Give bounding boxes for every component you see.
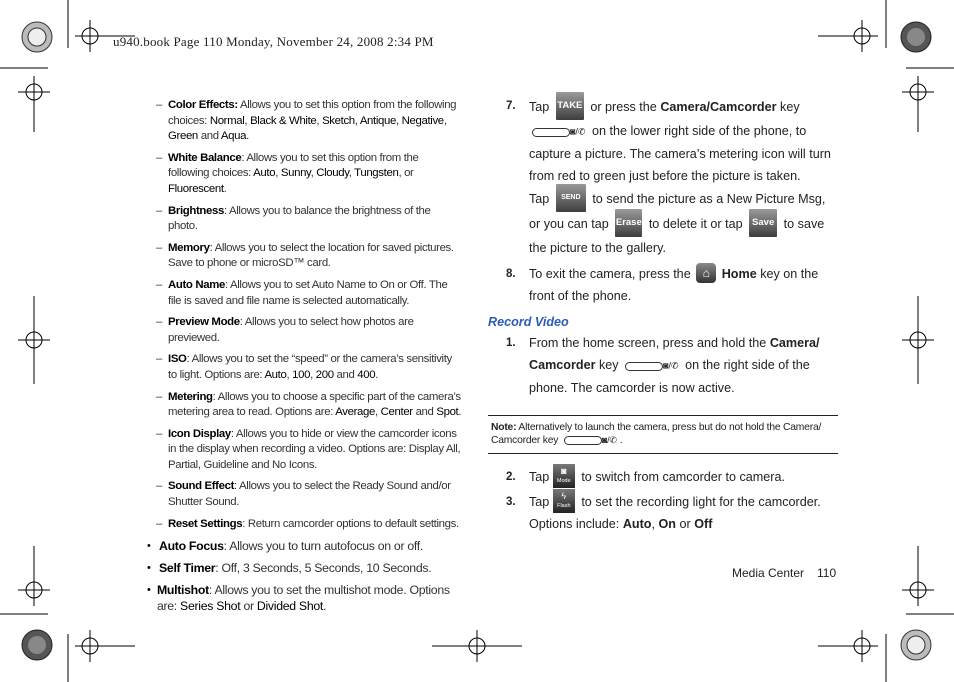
step-text: to set the recording light for the camcorder. [581, 495, 821, 510]
dash-marker: – [156, 390, 162, 403]
description-text: and [333, 368, 358, 381]
page-number: 110 [817, 566, 837, 580]
erase-button-icon: Erase [615, 209, 642, 237]
sub-list-item [156, 390, 462, 421]
flash-icon: ϟ Flash [553, 489, 575, 513]
camera-camcorder-key-icon: ◙/✆ [532, 120, 585, 143]
description-text: , [396, 114, 402, 127]
description-text: Allows you to set this option from the following choices: [168, 99, 457, 127]
home-icon: ⌂ [696, 263, 716, 283]
description-text: : Allows you to set the “speed” or the camera’s sensitivity to light. Options are: [168, 353, 452, 381]
option-value: Divided Shot [256, 599, 324, 614]
description-text: , [244, 114, 251, 127]
dash-marker: – [156, 241, 162, 254]
bullet-body [159, 538, 423, 554]
bullet-marker: • [147, 562, 151, 575]
description-text: : Off, 3 Seconds, 5 Seconds, 10 Seconds. [215, 561, 432, 576]
bullet-body [159, 560, 431, 576]
step-text: to delete it or tap [648, 216, 743, 231]
option-value: Spot [436, 406, 459, 419]
description-text: : Allows you to hide or view the camcorder icons in the display when recording a video. Options are: Display All, Partial, Guideline and No Icons. [168, 427, 461, 471]
description-text: , [275, 167, 281, 180]
sub-list-item [156, 427, 462, 474]
sub-list-item [156, 352, 462, 383]
option-term: Reset Settings [168, 517, 243, 530]
description-text: : Allows you to select how photos are previewed. [168, 316, 414, 344]
option-value: Black & White [250, 114, 317, 127]
sub-list-item [156, 278, 462, 309]
bullet-list-item [146, 538, 462, 554]
option-term: Auto Focus [159, 539, 224, 554]
bullet-list-item [146, 582, 462, 614]
camera-camcorder-key-icon: ◙/✆ [564, 434, 617, 447]
mode-icon: ◙ Mode [553, 464, 575, 488]
dash-marker: – [156, 427, 162, 440]
description-text: : Allows you to set this option from the following choices: [168, 151, 419, 180]
sub-list-item [156, 315, 462, 346]
step-number: 8. [506, 268, 516, 280]
bullet-marker: • [147, 540, 151, 553]
description-text: , [310, 368, 316, 381]
right-column [488, 95, 838, 535]
description-text: . [458, 406, 462, 419]
description-text: , [375, 406, 381, 419]
description-text: : Allows you to select the Ready Sound and/or Shutter Sound. [168, 480, 451, 509]
description-text: : Allows you to balance the brightness of the photo. [168, 204, 431, 233]
step-text: , [651, 517, 655, 532]
note-box [488, 415, 838, 454]
option-value: Off [694, 517, 713, 532]
option-term: ISO [168, 353, 187, 366]
dash-marker: – [156, 278, 162, 291]
dash-marker: – [156, 316, 162, 329]
option-value: 200 [315, 368, 334, 381]
step-text: Tap [529, 191, 550, 206]
option-value: Average [335, 406, 376, 419]
take-button-icon: TAKE [556, 92, 584, 120]
icon-caption: Mode [556, 478, 571, 485]
bullet-marker: • [147, 584, 151, 597]
description-text: and [197, 130, 221, 143]
sub-list-item [156, 151, 462, 198]
note-text: . [619, 435, 623, 447]
book-header: u940.book Page 110 Monday, November 24, 2008 2:34 PM [113, 34, 434, 49]
step-text: or press the [590, 99, 657, 114]
option-value: 400 [357, 368, 376, 381]
dash-marker: – [156, 99, 162, 111]
option-term: Memory [168, 241, 210, 254]
option-term: Preview Mode [168, 316, 240, 329]
step-number: 2. [506, 471, 516, 484]
step-text: to switch from camcorder to camera. [581, 470, 785, 485]
home-key-label: Home [721, 267, 757, 281]
step-number: 3. [506, 496, 516, 509]
option-value: Center [380, 406, 413, 419]
description-text: . [375, 368, 379, 381]
step-text: on the right side of the phone. The camcorder is now active. [529, 358, 810, 395]
send-button-icon: SEND [556, 184, 586, 212]
sub-list-item [156, 517, 462, 533]
dash-marker: – [156, 480, 162, 493]
record-step-1 [488, 332, 838, 399]
sub-list-item [156, 204, 462, 235]
option-value: On [658, 517, 676, 532]
step-text: Tap [529, 495, 550, 510]
description-text: , or [398, 167, 414, 180]
option-value: Fluorescent [168, 182, 224, 195]
step-text: key [599, 358, 619, 372]
option-term: White Balance [168, 151, 242, 164]
section-title: Record Video [488, 315, 569, 329]
camera-key-label: Camera/Camcorder [660, 99, 777, 114]
option-term: Icon Display [168, 427, 231, 440]
description-text: : Allows you to choose a specific part of the camera’s metering area to read. Options are: [168, 390, 461, 419]
option-value: Auto [264, 368, 287, 381]
dash-marker: – [156, 353, 162, 366]
description-text: . [323, 599, 327, 614]
camera-camcorder-key-icon: ◙/✆ [625, 354, 678, 377]
step-text: Tap [529, 470, 550, 485]
step-text: To exit the camera, press the [529, 267, 691, 281]
description-text: , [348, 167, 355, 180]
step-text: Tap [529, 99, 550, 114]
footer-section-label: Media Center [732, 566, 805, 580]
step-text: to save the picture to the gallery. [529, 216, 825, 255]
step-7 [488, 95, 838, 259]
option-term: Brightness [168, 204, 224, 217]
option-value: Negative [401, 114, 444, 127]
description-text: : Allows you to set Auto Name to On or Off. The file is saved and file name is selected automatically. [168, 278, 448, 307]
record-step-2 [488, 466, 838, 488]
sub-list-item [156, 241, 462, 272]
description-text: : Allows you to set the multishot mode. Options are: [156, 583, 450, 614]
option-value: Normal [209, 114, 245, 127]
note-label: Note: [491, 422, 517, 433]
dash-marker: – [156, 517, 162, 530]
option-term: Color Effects: [168, 99, 238, 111]
option-term: Sound Effect [168, 480, 235, 493]
description-text: . [223, 182, 227, 195]
step-text: Options include: [529, 517, 620, 532]
step-text: key on the front of the phone. [529, 267, 819, 303]
save-button-icon: Save [749, 209, 777, 237]
icon-caption: Flash [557, 503, 571, 510]
bullet-list [147, 538, 462, 614]
description-text: , [310, 167, 317, 180]
option-value: Antique [359, 114, 396, 127]
step-text: key [780, 99, 800, 114]
description-text: : Allows you to turn autofocus on or off. [223, 539, 424, 554]
option-value: Tungsten [354, 167, 399, 180]
description-text: , [316, 114, 323, 127]
sub-list-item [156, 479, 462, 510]
step-text: or [679, 517, 691, 532]
step-text: From the home screen, press and hold the [529, 336, 767, 350]
sub-item-list [156, 98, 462, 532]
dash-marker: – [156, 151, 162, 164]
step-number: 7. [506, 100, 516, 112]
dash-marker: – [156, 204, 162, 217]
option-value: 100 [292, 368, 311, 381]
description-text: or [240, 599, 257, 614]
description-text: , [354, 114, 360, 127]
note-text: Alternatively to launch the camera, press but do not hold the Camera/ Camcorder key [491, 422, 822, 447]
description-text: and [412, 406, 437, 419]
option-value: Auto [622, 517, 652, 532]
option-value: Sketch [322, 114, 355, 127]
description-text: . [246, 130, 249, 143]
step-8 [488, 263, 838, 307]
left-column [147, 98, 462, 620]
description-text: : Return camcorder options to default settings. [242, 517, 459, 530]
option-term: Auto Name [168, 278, 225, 291]
option-value: Auto [253, 167, 276, 180]
option-term: Multishot [156, 583, 209, 598]
description-text: , [443, 114, 447, 127]
option-value: Cloudy [316, 167, 349, 180]
description-text: : Allows you to select the location for saved pictures. Save to phone or microSD™ card. [168, 241, 454, 270]
step-text: on the lower right side of the phone, to capture a picture. The camera’s metering icon will turn from red to green just before the picture is taken. [529, 124, 831, 183]
sub-list-item [156, 98, 462, 145]
option-term: Metering [168, 390, 213, 403]
option-term: Self Timer [159, 561, 216, 576]
step-number: 1. [506, 337, 516, 349]
bullet-list-item [146, 560, 462, 576]
record-step-3 [488, 491, 838, 535]
camera-key-label: Camera/ Camcorder [529, 336, 820, 372]
option-value: Green [168, 130, 198, 143]
option-value: Aqua [220, 130, 247, 143]
description-text: , [286, 368, 293, 381]
step-text: to send the picture as a New Picture Msg, or you can tap [529, 191, 826, 231]
option-value: Series Shot [180, 599, 241, 614]
bullet-body [157, 582, 462, 614]
option-value: Sunny [280, 167, 311, 180]
